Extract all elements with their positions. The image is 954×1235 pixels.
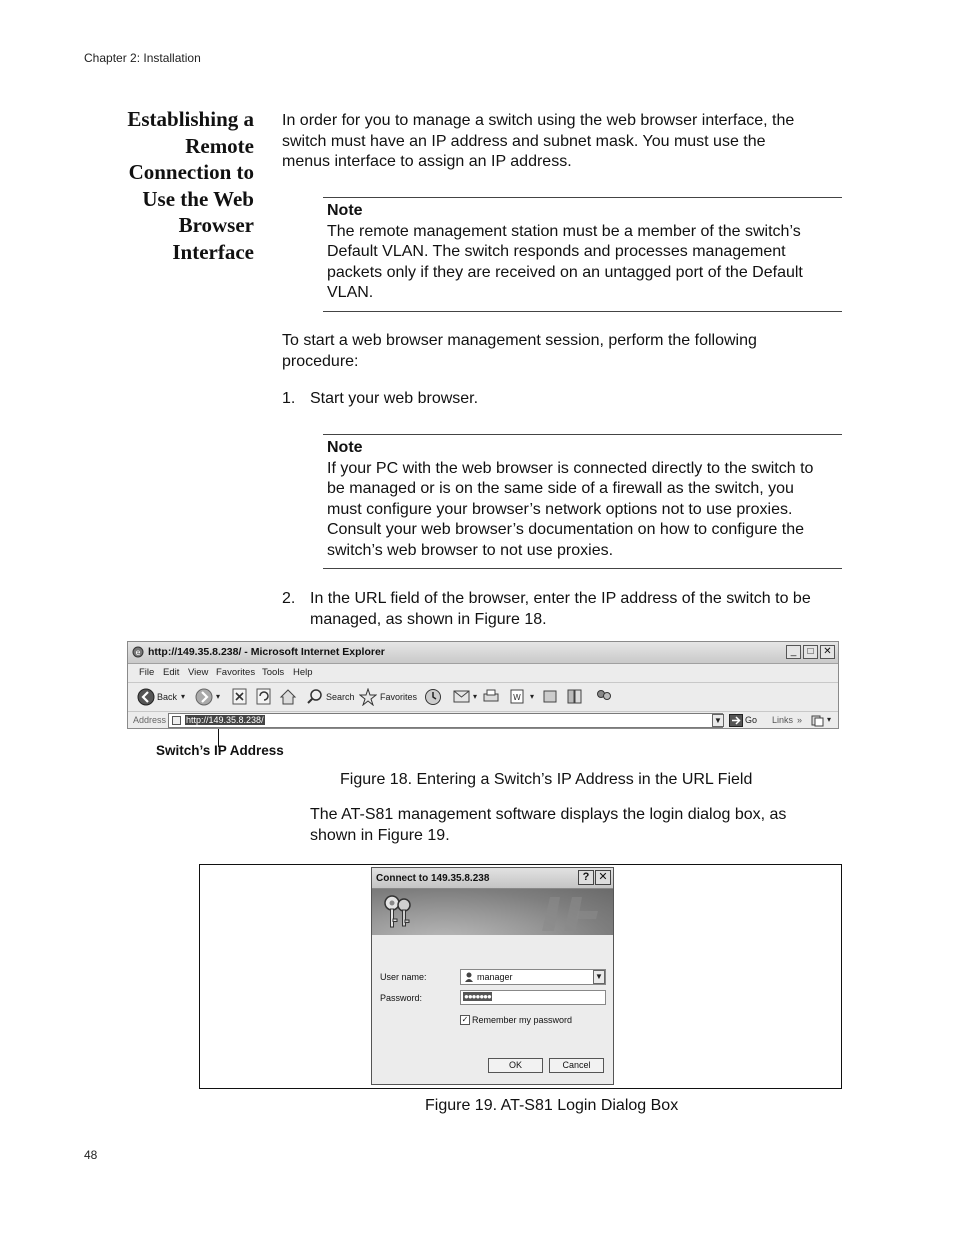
password-input[interactable] — [460, 990, 606, 1005]
research-icon[interactable] — [566, 688, 584, 705]
history-icon[interactable] — [424, 688, 442, 706]
svg-text:e: e — [135, 648, 141, 657]
dialog-banner — [372, 889, 613, 935]
password-value: ●●●●●●● — [464, 992, 491, 1001]
login-dialog — [371, 867, 614, 1085]
ok-button[interactable]: OK — [488, 1058, 543, 1073]
print-icon[interactable] — [482, 688, 500, 705]
links-button[interactable]: Links — [772, 715, 794, 725]
internet-explorer-icon — [132, 646, 144, 658]
edit-document-icon[interactable] — [509, 688, 525, 705]
chevron-down-icon[interactable]: ▾ — [473, 692, 478, 701]
address-input[interactable] — [168, 713, 723, 728]
address-dropdown-button[interactable]: ▼ — [712, 714, 724, 727]
chevron-down-icon[interactable]: ▾ — [530, 692, 535, 701]
go-button[interactable]: Go — [745, 715, 758, 725]
page-icon — [172, 716, 181, 725]
menu-edit[interactable]: Edit — [163, 667, 180, 678]
note-body — [327, 459, 842, 562]
chevron-down-icon[interactable]: ▾ — [181, 692, 186, 701]
intro-paragraph — [282, 111, 842, 173]
messenger-icon[interactable] — [594, 688, 614, 705]
note-line: The remote management station must be a member of the switch’s — [327, 222, 801, 240]
banner-keys-watermark-icon — [532, 891, 602, 935]
intro-line: menus interface to assign an IP address. — [282, 153, 572, 170]
close-button[interactable]: ✕ — [820, 645, 835, 659]
callout-label: Switch’s IP Address — [156, 743, 284, 758]
section-heading — [96, 106, 254, 266]
chevron-down-icon[interactable]: ▾ — [216, 692, 221, 701]
address-bar — [128, 712, 838, 729]
note-body — [327, 222, 842, 304]
remember-password-label: Remember my password — [472, 1015, 573, 1025]
keys-icon — [382, 893, 416, 931]
note-line: switch’s web browser to not use proxies. — [327, 541, 614, 559]
note-line: must configure your browser’s network options not to use proxies. — [327, 500, 793, 518]
note-line: Default VLAN. The switch responds and processes management — [327, 243, 786, 260]
password-label: Password: — [380, 993, 423, 1003]
browser-window-figure — [127, 641, 839, 729]
heading-line: Establishing a — [127, 107, 254, 131]
step-2-line: In the URL field of the browser, enter the IP address of the switch to be — [310, 590, 811, 607]
heading-line: Connection to — [128, 160, 254, 185]
paragraph-line: shown in Figure 19. — [310, 826, 450, 844]
user-icon — [464, 972, 474, 982]
forward-arrow-icon[interactable] — [195, 688, 213, 706]
favorites-star-icon[interactable] — [359, 688, 377, 706]
address-label: Address — [133, 715, 167, 725]
minimize-button[interactable]: _ — [786, 645, 801, 659]
go-arrow-icon[interactable] — [729, 714, 743, 727]
remember-password-checkbox[interactable]: ✓ — [461, 1015, 469, 1024]
intro-line: switch must have an IP address and subnet mask. You must use the — [282, 132, 766, 150]
links-chevron-icon[interactable]: » — [797, 715, 803, 725]
step-1-number: 1. — [282, 390, 296, 407]
procedure-line: procedure: — [282, 352, 359, 370]
browser-title-bar — [128, 642, 838, 664]
browser-menu-bar — [128, 664, 838, 683]
refresh-icon[interactable] — [256, 688, 272, 705]
chevron-down-icon[interactable]: ▼ — [593, 970, 605, 984]
heading-line: Browser — [178, 213, 254, 238]
search-button[interactable]: Search — [326, 692, 355, 702]
address-value[interactable]: http://149.35.8.238/ — [186, 715, 264, 725]
step-2-line: managed, as shown in Figure 18. — [310, 610, 547, 628]
note-title: Note — [327, 202, 363, 219]
favorites-button[interactable]: Favorites — [380, 692, 418, 702]
note-box-vlan — [323, 197, 842, 312]
maximize-button[interactable]: □ — [803, 645, 818, 659]
cancel-button[interactable]: Cancel — [549, 1058, 604, 1073]
browser-title: http://149.35.8.238/ - Microsoft Internet Explorer — [148, 646, 385, 658]
discuss-icon[interactable] — [542, 688, 558, 705]
page-number: 48 — [84, 1148, 98, 1162]
chapter-header: Chapter 2: Installation — [84, 51, 201, 65]
note-line: Consult your web browser’s documentation on how to configure the — [327, 521, 805, 538]
mail-icon[interactable] — [453, 688, 473, 705]
help-button[interactable]: ? — [578, 870, 594, 885]
step-2-number: 2. — [282, 590, 296, 607]
figure-18-caption: Figure 18. Entering a Switch’s IP Address in the URL Field — [340, 771, 753, 788]
menu-file[interactable]: File — [139, 667, 155, 678]
heading-line: Remote — [185, 133, 254, 158]
browser-toolbar — [128, 683, 838, 712]
dialog-close-button[interactable]: ✕ — [595, 870, 611, 885]
chevron-down-icon[interactable]: ▾ — [827, 715, 832, 724]
tools-menu-icon[interactable] — [811, 714, 825, 727]
menu-tools[interactable]: Tools — [262, 667, 285, 678]
step-2-text — [310, 589, 850, 630]
menu-favorites[interactable]: Favorites — [216, 667, 256, 678]
back-arrow-icon[interactable] — [137, 688, 155, 706]
procedure-line: To start a web browser management session, perform the following — [282, 332, 757, 349]
stop-icon[interactable] — [232, 688, 248, 705]
menu-view[interactable]: View — [188, 667, 209, 678]
svg-text:W: W — [513, 693, 521, 702]
step-1-text: Start your web browser. — [310, 390, 479, 407]
menu-help[interactable]: Help — [293, 667, 313, 678]
dialog-title-bar — [372, 868, 613, 889]
note-line: be managed or is on the same side of a firewall as the switch, you — [327, 480, 794, 497]
home-icon[interactable] — [279, 688, 297, 705]
figure-19-caption: Figure 19. AT-S81 Login Dialog Box — [425, 1097, 679, 1114]
dialog-title: Connect to 149.35.8.238 — [376, 873, 490, 884]
search-icon[interactable] — [306, 688, 324, 705]
procedure-intro — [282, 331, 842, 372]
username-select[interactable] — [460, 969, 606, 985]
note-title: Note — [327, 439, 363, 456]
intro-line: In order for you to manage a switch using the web browser interface, the — [282, 112, 795, 129]
note-line: VLAN. — [327, 284, 374, 301]
username-label: User name: — [380, 972, 427, 982]
after-figure-18-paragraph — [310, 805, 850, 846]
note-line: packets only if they are received on an untagged port of the Default — [327, 263, 803, 281]
note-box-proxies — [323, 434, 842, 569]
back-button[interactable]: Back — [157, 692, 178, 702]
note-line: If your PC with the web browser is connected directly to the switch to — [327, 459, 814, 477]
username-value: manager — [477, 972, 513, 982]
heading-line: Use the Web — [142, 186, 254, 211]
paragraph-line: The AT-S81 management software displays the login dialog box, as — [310, 806, 787, 823]
heading-line: Interface — [172, 239, 254, 264]
